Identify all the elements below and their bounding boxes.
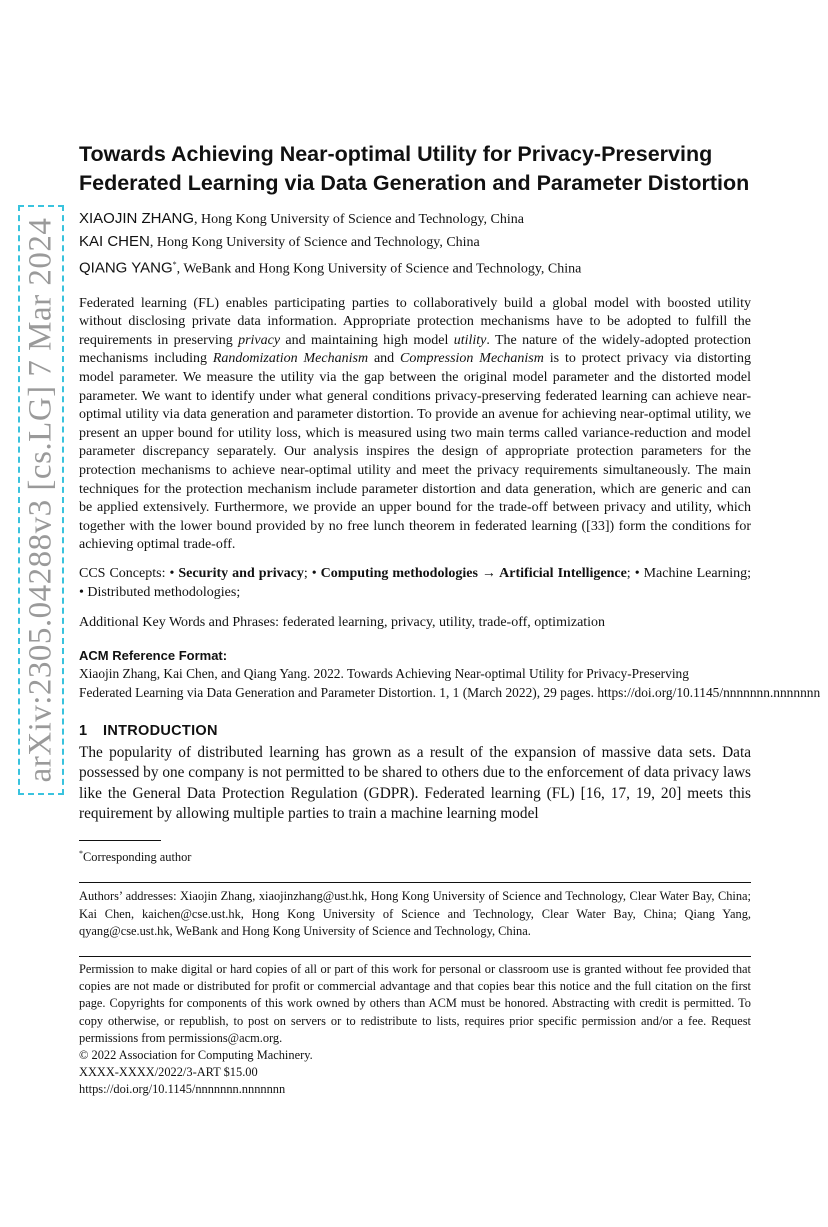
author-affiliation: , Hong Kong University of Science and Technology, China (149, 235, 480, 250)
author-entry (79, 231, 751, 254)
abstract-emphasis: Compression Mechanism (400, 351, 544, 367)
paper-content (79, 140, 821, 1099)
footnote-text: Corresponding author (83, 850, 192, 865)
permission-rule (79, 956, 751, 957)
permission-notice: Permission to make digital or hard copies of all or part of this work for personal or classroom use is granted without fee provided that copies are not made or distributed for profit or commercial advantage and that copies bear this notice and the full citation on the first page. Copyrights for components of this work owned by others than ACM must be honored. Abstracting with credit is permitted. To copy otherwise, or republish, to post on servers or to redistribute to lists, requires prior specific permission and/or a fee. Request permissions from permissions@acm.org. (79, 961, 751, 1045)
abstract-segment: is to protect privacy via distorting model parameter. We measure the utility via the gap between the original model parameter and the distorted model parameter. We want to identify under what general conditions privacy-preserving federated learning can achieve near-optimal utility via data generation and parameter distortion. To provide an avenue for achieving near-optimal utility, we present an upper bound for utility loss, which is measured using two main terms called variance-reduction and model parameter discrepancy separately. Our analysis inspires the design of appropriate protection parameters for the protection mechanisms to achieve near-optimal utility and meet the privacy requirements simultaneously. The main techniques for the protection mechanism include parameter distortion and data generation, which are generic and can be applied extensively. Furthermore, we provide an upper bound for the trade-off between privacy and utility, which together with the lower bound provided by no free lunch theorem in federated learning ([33]) form the conditions for achieving optimal trade-off. (79, 351, 751, 553)
acm-reference (79, 647, 821, 703)
author-affiliation: , WeBank and Hong Kong University of Science and Technology, China (176, 261, 582, 277)
author-entry (79, 208, 751, 231)
abstract-emphasis: utility (453, 332, 487, 348)
introduction-text: The popularity of distributed learning has grown as a result of the expansion of massive data sets. Data possessed by one company is not permitted to be shared to others due to the enforcement of data privacy laws like the General Data Protection Regulation (GDPR). Federated learning (FL) [16, 17, 19, 20] meets this requirement by allowing multiple parties to train a machine learning model (79, 743, 751, 823)
doi-line: https://doi.org/10.1145/nnnnnnn.nnnnnnn (79, 1082, 286, 1097)
author-addresses: Authors’ addresses: Xiaojin Zhang, xiaojinzhang@ust.hk, Hong Kong University of Science and Technology, Clear Water Bay, China; Kai Chen, kaichen@cse.ust.hk, Hong Kong University of Science and Technology, Clear Water Bay, China; Qiang Yang, qyang@cse.ust.hk, WeBank and Hong Kong University of Science and Technology, China. (79, 889, 751, 938)
abstract-segment: . The nature of the widely-adopted protection mechanisms including (79, 332, 751, 367)
keywords: Additional Key Words and Phrases: federated learning, privacy, utility, trade-off, optimization (79, 615, 606, 631)
corresponding-marker: * (172, 260, 177, 269)
arxiv-side-stamp (18, 205, 64, 795)
addresses-rule (79, 882, 751, 883)
ccs-concept: Security and privacy (178, 565, 304, 581)
section-heading (79, 721, 751, 741)
abstract (79, 295, 751, 555)
acm-reference-line: Federated Learning via Data Generation and Parameter Distortion. 1, 1 (March 2022), 29 pages. https://doi.org/10.1145/nnnnnnn.nnnnnnn (79, 684, 821, 700)
section-title: INTRODUCTION (103, 722, 218, 739)
abstract-emphasis: Randomization Mechanism (212, 351, 369, 367)
abstract-emphasis: privacy (238, 332, 281, 348)
ccs-concept: Computing methodologies → Artificial Intelligence (320, 565, 627, 581)
issn-line: XXXX-XXXX/2022/3-ART $15.00 (79, 1065, 258, 1080)
footnote-marker: * (79, 849, 83, 859)
author-name: XIAOJIN ZHANG (79, 210, 195, 227)
copyright-line: © 2022 Association for Computing Machinery. (79, 1047, 313, 1062)
footnote (79, 845, 751, 866)
author-list (79, 208, 751, 281)
author-entry (79, 254, 751, 281)
ccs-concepts (79, 565, 751, 602)
abstract-text (79, 295, 751, 555)
arxiv-id-label: arXiv:2305.04288v3 [cs.LG] 7 Mar 2024 (22, 217, 59, 783)
author-name: KAI CHEN (79, 233, 150, 250)
paper-title: Towards Achieving Near-optimal Utility for Privacy-Preserving Federated Learning via Data Generation and Parameter Distortion (79, 142, 750, 195)
acm-reference-line: Xiaojin Zhang, Kai Chen, and Qiang Yang. 2022. Towards Achieving Near-optimal Utility for Privacy-Preserving (79, 666, 689, 682)
abstract-segment: and maintaining high model (280, 332, 454, 348)
abstract-segment: Federated learning (FL) enables participating parties to collaboratively build a global model with boosted utility without disclosing private data information. Appropriate protection mechanisms have to be adopted to fulfill the requirements in preserving (79, 295, 751, 348)
section-number: 1 (79, 722, 88, 739)
author-name: QIANG YANG (79, 259, 173, 277)
ccs-separator: ; • (303, 565, 321, 581)
abstract-segment: and (368, 351, 401, 367)
ccs-label: CCS Concepts: • (79, 565, 179, 581)
ccs-rest: ; • Machine Learning; • Distributed methodologies; (79, 565, 752, 600)
acm-reference-heading: ACM Reference Format: (79, 647, 228, 663)
author-affiliation: , Hong Kong University of Science and Technology, China (194, 212, 524, 227)
footnote-rule (79, 840, 161, 841)
